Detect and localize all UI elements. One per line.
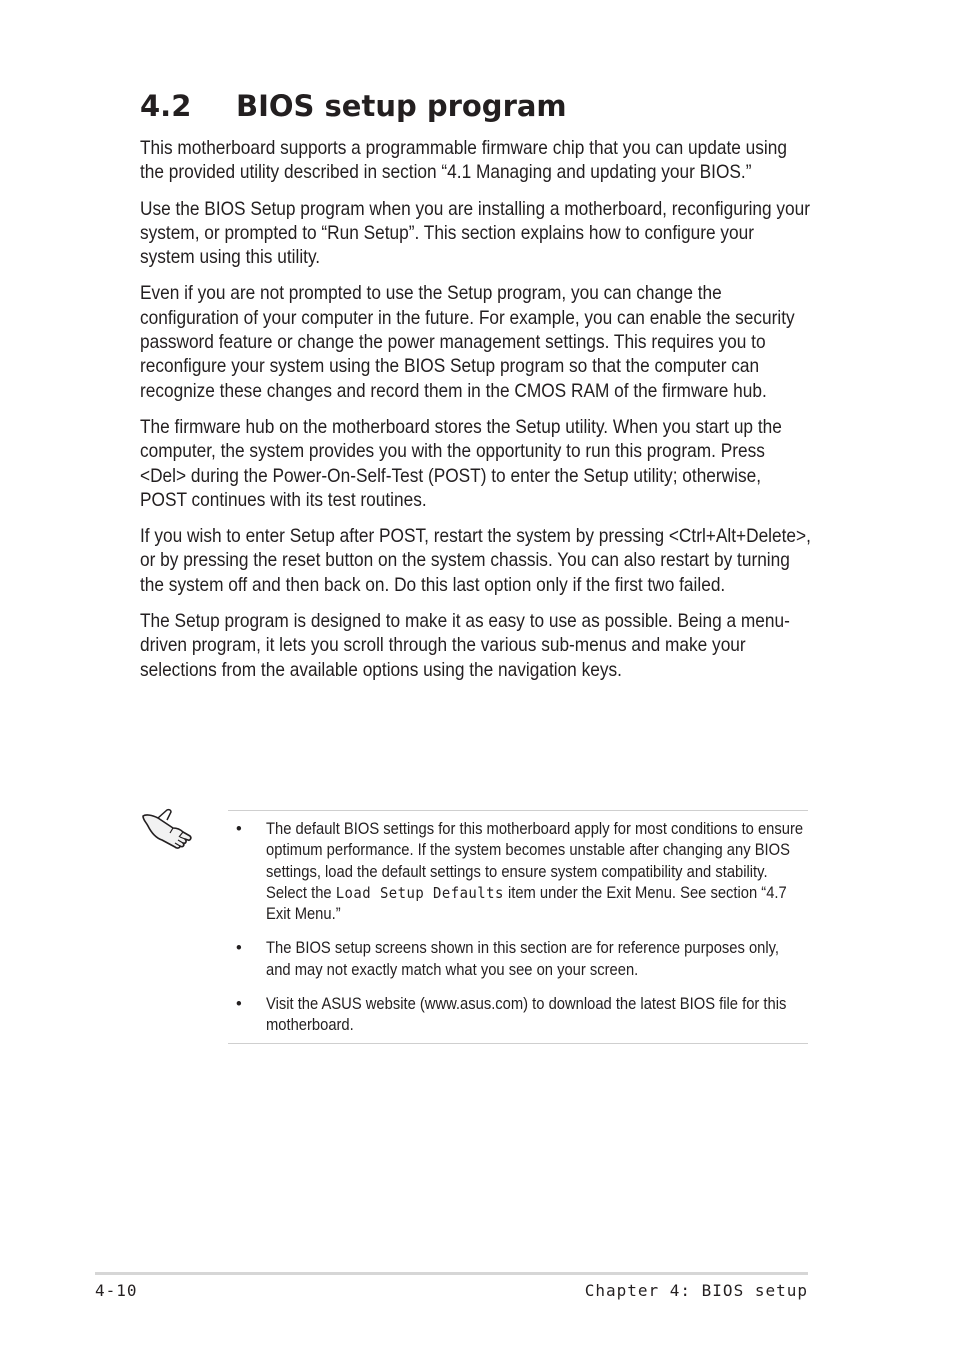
section-heading — [140, 86, 567, 126]
menu-item-reference: Load Setup Defaults — [335, 883, 504, 902]
paragraph: If you wish to enter Setup after POST, restart the system by pressing <Ctrl+Alt+Delete>, or by pressing the reset button on the system chassis. You can also restart by turning the system off and then back on. Do this last option only if the first two failed. — [140, 526, 811, 596]
section-number: 4.2 — [140, 89, 192, 123]
bullet: • — [236, 820, 242, 838]
note-box — [228, 810, 808, 1044]
chapter-title: Chapter 4: BIOS setup — [584, 1281, 808, 1300]
footer-divider — [95, 1272, 808, 1275]
note-item — [228, 994, 808, 1037]
note-item-text: The BIOS setup screens shown in this section are for reference purposes only, and may not exactly match what you see on your screen. — [266, 939, 780, 979]
paragraph: This motherboard supports a programmable firmware chip that you can update using the provided utility described in section “4.1 Managing and updating your BIOS.” — [140, 138, 787, 184]
page-number: 4-10 — [95, 1281, 138, 1300]
note-text-part: The default BIOS settings for this motherboard apply for most conditions to ensure optimum performance. If the system becomes unstable after changing any BIOS settings, load the default settings to ensure system compatibility and stability. Select the — [266, 820, 804, 902]
body-text — [140, 137, 812, 695]
note-item-text: Visit the ASUS website (www.asus.com) to download the latest BIOS file for this motherboard. — [266, 995, 787, 1035]
note-text-part: item under the Exit Menu. See section “4.7 Exit Menu.” — [266, 883, 787, 924]
paragraph: The Setup program is designed to make it as easy to use as possible. Being a menu-driven program, it lets you scroll through the various sub-menus and make your selections from the available options using the navigation keys. — [140, 611, 790, 681]
paragraph: Even if you are not prompted to use the Setup program, you can change the configuration of your computer in the future. For example, you can enable the security password feature or change the power management settings. This requires you to reconfigure your system using the BIOS Setup program so that the computer can recognize these changes and record them in the CMOS RAM of the firmware hub. — [140, 283, 795, 402]
note-item — [228, 819, 808, 925]
bullet: • — [236, 995, 242, 1014]
note-hand-icon — [140, 806, 194, 850]
note-list — [228, 819, 808, 1037]
paragraph: Use the BIOS Setup program when you are installing a motherboard, reconfiguring your system, or prompted to “Run Setup”. This section explains how to configure your system using this utility. — [140, 198, 811, 269]
paragraph: The firmware hub on the motherboard stores the Setup utility. When you start up the computer, the system provides you with the opportunity to run this program. Press <Del> during the Power-On-Self-Test (POST) to enter the Setup utility; otherwise, POST continues with its test routines. — [140, 416, 782, 511]
note-item — [228, 938, 808, 981]
bullet: • — [236, 939, 242, 958]
note-item-text — [266, 819, 806, 925]
section-title: BIOS setup program — [236, 89, 567, 123]
